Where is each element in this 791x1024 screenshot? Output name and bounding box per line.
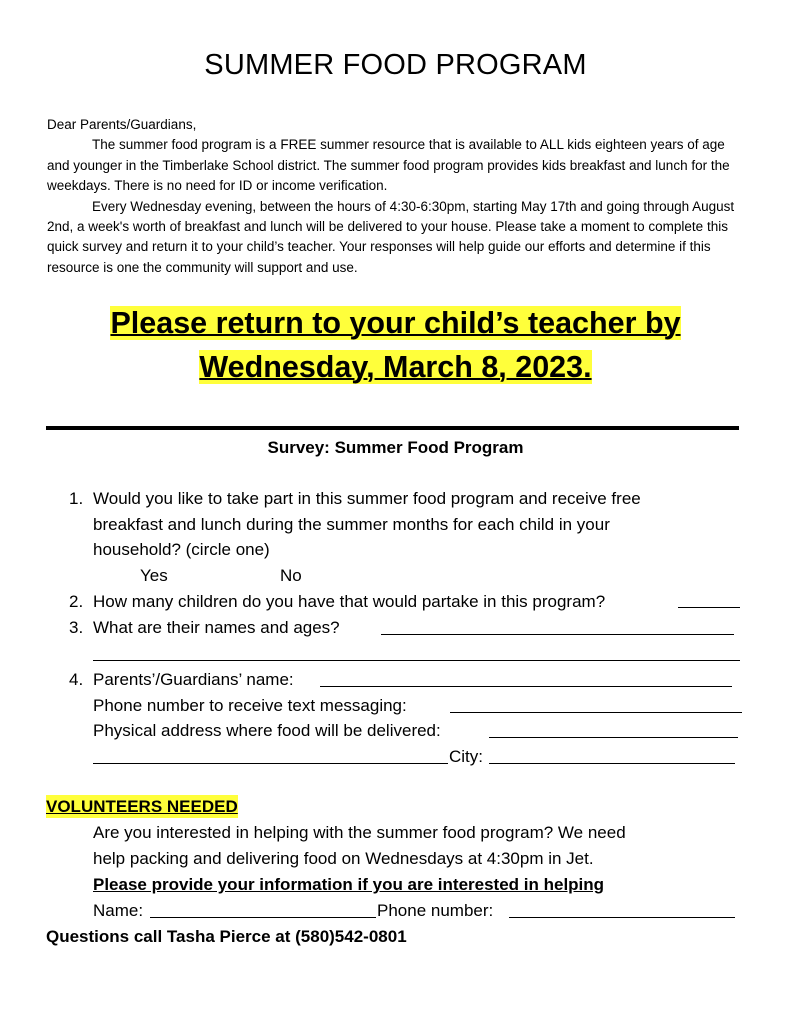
guardian-name-label: Parents’/Guardians’ name: [93,670,294,689]
question-number: 2. [69,592,84,611]
option-yes[interactable]: Yes [140,566,168,585]
names-ages-blank[interactable] [381,634,734,635]
volunteer-name-blank[interactable] [150,917,376,918]
volunteers-line: help packing and delivering food on Wednesdays at 4:30pm in Jet. [93,849,594,868]
city-blank[interactable] [489,763,735,764]
letter-paragraph-1: The summer food program is a FREE summer resource that is available to ALL kids eighteen years of age and younger in the Timberlake School district. The summer food program provides kids breakfast and lunch for the weekdays. There is no need for ID or income verification. [47,137,730,194]
question-number: 4. [69,670,84,689]
deadline-line-2: Wednesday, March 8, 2023. [199,350,592,384]
volunteer-phone-blank[interactable] [509,917,735,918]
question-text: Would you like to take part in this summer food program and receive free [93,489,641,508]
survey-title: Survey: Summer Food Program [267,438,524,457]
letter-body [47,115,747,278]
question-text: household? (circle one) [93,540,270,559]
question-text: breakfast and lunch during the summer months for each child in your [93,514,610,534]
letter-paragraph-2: Every Wednesday evening, between the hours of 4:30-6:30pm, starting May 17th and going through August 2nd, a week's worth of breakfast and lunch will be delivered to your house. Please take a moment to complete this quick survey and return it to your child’s teacher. Your responses will help guide our efforts and determine if this resource is one the community will support and use. [47,198,735,275]
option-no[interactable]: No [280,566,302,585]
deadline-line-1: Please return to your child’s teacher by [110,306,681,340]
address-blank-2[interactable] [93,763,448,764]
section-divider [46,426,739,430]
volunteers-heading: VOLUNTEERS NEEDED [46,797,238,816]
guardian-name-blank[interactable] [320,686,732,687]
volunteers-instruction: Please provide your information if you are interested in helping [93,875,605,894]
names-ages-blank-2[interactable] [93,660,740,661]
question-number: 1. [69,489,84,508]
page-title: SUMMER FOOD PROGRAM [204,49,587,81]
phone-label: Phone number to receive text messaging: [93,696,407,715]
question-number: 3. [69,618,84,637]
address-label: Physical address where food will be delivered: [93,721,441,740]
phone-blank[interactable] [450,712,742,713]
volunteer-name-label: Name: [93,901,144,920]
city-label: City: [449,747,483,766]
salutation: Dear Parents/Guardians, [47,117,197,132]
contact-line: Questions call Tasha Pierce at (580)542-0801 [46,927,407,946]
question-text: How many children do you have that would partake in this program? [93,592,606,611]
volunteers-line: Are you interested in helping with the summer food program? We need [93,823,626,842]
volunteer-phone-label: Phone number: [377,901,494,920]
question-text: What are their names and ages? [93,618,340,637]
children-count-blank[interactable] [678,607,740,608]
address-blank[interactable] [489,737,738,738]
return-deadline [0,301,791,389]
